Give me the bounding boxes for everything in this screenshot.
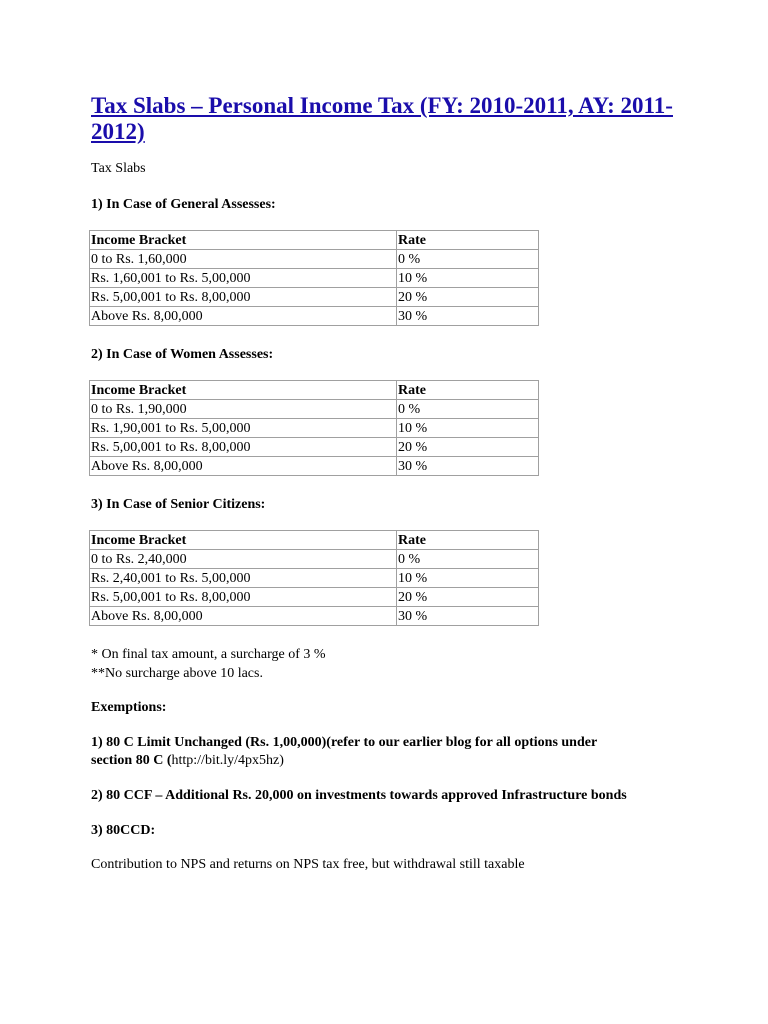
section-heading-general: 1) In Case of General Assesses:: [91, 197, 276, 212]
page-title[interactable]: [91, 93, 691, 145]
income-bracket-cell: Rs. 5,00,001 to Rs. 8,00,000: [90, 438, 397, 457]
section-heading-women: 2) In Case of Women Assesses:: [91, 347, 274, 362]
rate-cell: 0 %: [397, 550, 539, 569]
rate-cell: 20 %: [397, 288, 539, 307]
income-bracket-cell: Rs. 1,60,001 to Rs. 5,00,000: [90, 269, 397, 288]
header-rate: Rate: [397, 381, 539, 400]
table-row: [90, 550, 539, 569]
exemption-80c-line1: 1) 80 C Limit Unchanged (Rs. 1,00,000)(refer to our earlier blog for all options under: [91, 735, 598, 750]
rate-cell: 0 %: [397, 250, 539, 269]
header-income-bracket: Income Bracket: [90, 381, 397, 400]
rate-cell: 10 %: [397, 569, 539, 588]
rate-cell: 10 %: [397, 419, 539, 438]
tax-table-women: [89, 380, 539, 476]
exemption-80ccf: 2) 80 CCF – Additional Rs. 20,000 on investments towards approved Infrastructure bonds: [91, 788, 627, 803]
table-row: [90, 607, 539, 626]
exemption-80c-line2: [91, 751, 284, 770]
bitly-link[interactable]: http://bit.ly/4px5hz): [171, 753, 284, 768]
exemption-80ccd-heading: 3) 80CCD:: [91, 823, 156, 838]
surcharge-note: * On final tax amount, a surcharge of 3 %: [91, 647, 326, 662]
rate-cell: 30 %: [397, 607, 539, 626]
rate-cell: 30 %: [397, 457, 539, 476]
income-bracket-cell: Rs. 2,40,001 to Rs. 5,00,000: [90, 569, 397, 588]
title-link[interactable]: Tax Slabs – Personal Income Tax (FY: 2010-2011, AY: 2011-2012): [91, 93, 673, 144]
table-row: [90, 569, 539, 588]
rate-cell: 0 %: [397, 400, 539, 419]
table-row: [90, 307, 539, 326]
income-bracket-cell: Rs. 1,90,001 to Rs. 5,00,000: [90, 419, 397, 438]
table-header-row: [90, 381, 539, 400]
exemption-80ccd-text: Contribution to NPS and returns on NPS tax free, but withdrawal still taxable: [91, 857, 525, 872]
no-surcharge-note: **No surcharge above 10 lacs.: [91, 666, 263, 681]
income-bracket-cell: 0 to Rs. 2,40,000: [90, 550, 397, 569]
table-row: [90, 269, 539, 288]
rate-cell: 20 %: [397, 438, 539, 457]
table-row: [90, 250, 539, 269]
rate-cell: 30 %: [397, 307, 539, 326]
table-header-row: [90, 231, 539, 250]
header-rate: Rate: [397, 531, 539, 550]
rate-cell: 10 %: [397, 269, 539, 288]
income-bracket-cell: 0 to Rs. 1,60,000: [90, 250, 397, 269]
table-row: [90, 288, 539, 307]
subtitle: Tax Slabs: [91, 161, 146, 176]
tax-table-general: [89, 230, 539, 326]
header-income-bracket: Income Bracket: [90, 231, 397, 250]
income-bracket-cell: 0 to Rs. 1,90,000: [90, 400, 397, 419]
exemption-80c-section: section 80 C (: [91, 753, 172, 768]
section-heading-senior: 3) In Case of Senior Citizens:: [91, 497, 266, 512]
table-row: [90, 400, 539, 419]
income-bracket-cell: Above Rs. 8,00,000: [90, 457, 397, 476]
table-row: [90, 457, 539, 476]
table-row: [90, 588, 539, 607]
income-bracket-cell: Above Rs. 8,00,000: [90, 607, 397, 626]
exemptions-heading: Exemptions:: [91, 700, 167, 715]
header-rate: Rate: [397, 231, 539, 250]
table-row: [90, 438, 539, 457]
table-header-row: [90, 531, 539, 550]
rate-cell: 20 %: [397, 588, 539, 607]
tax-table-senior: [89, 530, 539, 626]
income-bracket-cell: Rs. 5,00,001 to Rs. 8,00,000: [90, 588, 397, 607]
header-income-bracket: Income Bracket: [90, 531, 397, 550]
income-bracket-cell: Rs. 5,00,001 to Rs. 8,00,000: [90, 288, 397, 307]
income-bracket-cell: Above Rs. 8,00,000: [90, 307, 397, 326]
table-row: [90, 419, 539, 438]
